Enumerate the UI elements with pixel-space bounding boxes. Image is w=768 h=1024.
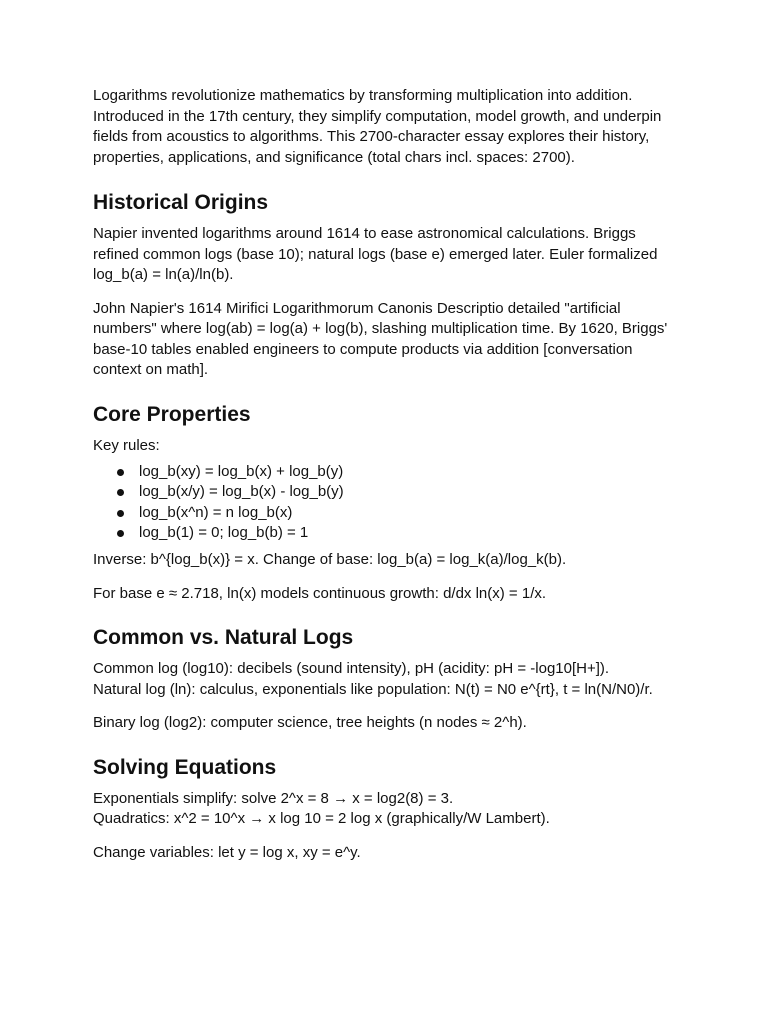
paragraph: For base e ≈ 2.718, ln(x) models continuous growth: d/dx ln(x) = 1/x.: [93, 584, 547, 602]
section-historical-origins: [93, 190, 676, 381]
section-solving-equations: [93, 755, 676, 864]
section-heading: Solving Equations: [93, 755, 277, 779]
list-item: log_b(x^n) = n log_b(x): [139, 503, 676, 523]
paragraph: Napier invented logarithms around 1614 to ease astronomical calculations. Briggs refined common logs (base 10); natural logs (base e) emerged later. Euler formalized log_b(a) = ln(a)/ln(b).: [93, 225, 658, 283]
rules-list: [93, 462, 676, 543]
section-core-properties: [93, 402, 676, 605]
paragraph: Exponentials simplify: solve 2^x = 8 → x = log2(8) = 3.: [93, 789, 454, 807]
rules-label: Key rules:: [93, 436, 160, 454]
paragraph: Change variables: let y = log x, xy = e^y.: [93, 843, 361, 861]
paragraph: Common log (log10): decibels (sound intensity), pH (acidity: pH = -log10[H+]).: [93, 660, 610, 678]
list-item: log_b(x/y) = log_b(x) - log_b(y): [139, 482, 676, 502]
section-heading: Common vs. Natural Logs: [93, 626, 354, 650]
section-heading: Historical Origins: [93, 191, 269, 214]
paragraph: John Napier's 1614 Mirifici Logarithmorum Canonis Descriptio detailed "artificial numbers" where log(ab) = log(a) + log(b), slashing multiplication time. By 1620, Briggs' base-10 tables enabled engineers to compute products via addition [conversation context on math].: [93, 299, 668, 378]
section-heading: Core Properties: [93, 402, 251, 426]
intro-paragraph: Logarithms revolutionize mathematics by transforming multiplication into addition. Introduced in the 17th century, they simplify computation, model growth, and underpin fields from acoustics to algorithms. This 2700-character essay explores their history, properties, applications, and significance (total chars incl. spaces: 2700).: [93, 87, 662, 166]
paragraph: Natural log (ln): calculus, exponentials like population: N(t) = N0 e^{rt}, t = ln(N/N0)/r.: [93, 680, 653, 698]
list-item: log_b(1) = 0; log_b(b) = 1: [139, 523, 676, 543]
paragraph: Inverse: b^{log_b(x)} = x. Change of base: log_b(a) = log_k(a)/log_k(b).: [93, 551, 567, 569]
paragraph: Binary log (log2): computer science, tree heights (n nodes ≈ 2^h).: [93, 714, 527, 732]
paragraph: Quadratics: x^2 = 10^x → x log 10 = 2 log x (graphically/W Lambert).: [93, 810, 550, 828]
list-item: log_b(xy) = log_b(x) + log_b(y): [139, 462, 676, 482]
section-common-vs-natural-logs: [93, 625, 676, 734]
